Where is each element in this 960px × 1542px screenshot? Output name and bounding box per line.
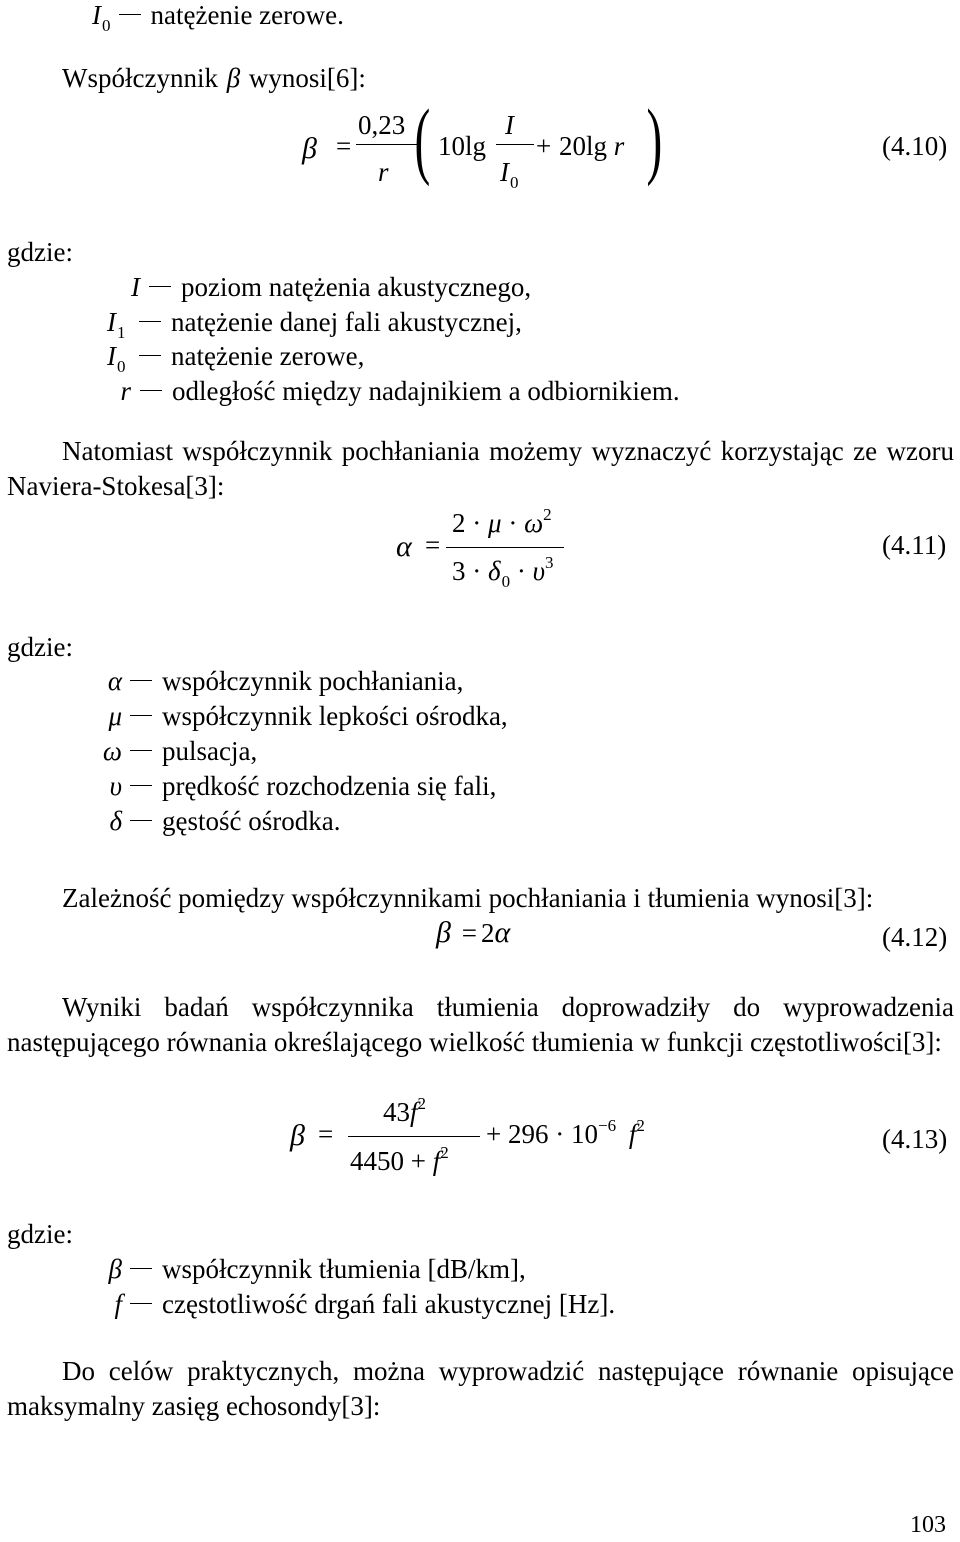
eq-equals: = [336, 131, 352, 161]
where-label-3: gdzie: [7, 1219, 73, 1249]
item-symbol: ω [102, 736, 122, 766]
item-sub: 0 [117, 357, 126, 376]
dash [119, 14, 141, 15]
item-text: gęstość ośrodka. [162, 806, 341, 836]
item-symbol: I [107, 307, 116, 337]
dash [130, 680, 152, 681]
den-sup: 3 [544, 553, 554, 572]
eq-number: (4.10) [882, 131, 948, 161]
num-sup: 2 [417, 1094, 427, 1113]
term2-text: 20lg [559, 131, 608, 161]
num-var: f [410, 1097, 418, 1127]
list-item [100, 701, 508, 732]
frac2-den-sub: 0 [510, 173, 519, 192]
item-symbol: υ [109, 771, 122, 801]
frac2-den [500, 157, 519, 192]
item-symbol: I [107, 341, 116, 371]
dot: · [472, 556, 482, 586]
list-item [100, 307, 522, 342]
item-symbol: β [108, 1254, 122, 1284]
top-definition-line [92, 0, 344, 35]
dash [140, 390, 162, 391]
paragraph-text: Wyniki badań współczynnika tłumienia doprowadziły do wyprowadzenia następującego równania określającego wielkość tłumienia w funkcji częstotliwości[3]: [7, 992, 954, 1057]
den-var: f [432, 1146, 441, 1176]
right-paren: ) [646, 91, 663, 187]
item-symbol: α [107, 666, 122, 696]
dot: · [508, 508, 518, 538]
term2 [559, 131, 624, 162]
item-text: poziom natężenia akustycznego, [181, 272, 532, 302]
dash [130, 750, 152, 751]
dash [130, 785, 152, 786]
item-symbol: μ [108, 701, 122, 731]
num-coef: 43 [383, 1097, 410, 1127]
eq-lhs: α [396, 530, 412, 563]
dash [139, 355, 161, 356]
dash [139, 321, 161, 322]
frac1-num: 0,23 [358, 110, 406, 140]
eq-equals: = [461, 918, 477, 948]
list-item [100, 272, 531, 303]
dash [130, 1268, 152, 1269]
item-symbol: I [131, 272, 140, 302]
list-item [92, 1289, 615, 1320]
subscript: 0 [102, 16, 111, 35]
list-item [100, 736, 257, 767]
list-item [100, 376, 680, 407]
item-text: częstotliwość drgań fali akustycznej [Hz]. [162, 1289, 616, 1319]
coef: 296 [507, 1119, 549, 1149]
list-item [100, 806, 340, 837]
eq-plus: + [486, 1119, 502, 1149]
item-text: odległość między nadajnikiem a odbiornikiem. [172, 376, 680, 406]
var-sup: 2 [636, 1116, 645, 1135]
numerator [383, 1094, 427, 1128]
eq-lhs: β [302, 132, 317, 165]
num-coef: 2 [452, 508, 466, 538]
item-text: pulsacja, [162, 736, 258, 766]
item-symbol: f [114, 1289, 122, 1319]
item-sub: 1 [117, 323, 126, 342]
num-mu: μ [488, 508, 502, 538]
fraction-line [348, 1136, 480, 1137]
frac2-den-var: I [500, 157, 509, 187]
eq-rest [486, 1116, 645, 1150]
eq-lhs: β [436, 916, 451, 949]
den-delta: δ [488, 556, 501, 586]
den-upsilon: υ [532, 556, 545, 586]
var: f [628, 1119, 637, 1149]
dash [130, 715, 152, 716]
num-sup: 2 [543, 505, 552, 524]
fraction-line [446, 547, 564, 548]
where-label-1: gdzie: [7, 237, 73, 267]
eq-lhs: β [290, 1119, 305, 1152]
paragraph-relation: Zależność pomiędzy współczynnikami pochłaniania i tłumienia wynosi[3]: [62, 883, 874, 913]
eq-body [436, 916, 510, 951]
item-symbol: δ [109, 806, 122, 836]
eq-plus: + [536, 131, 552, 161]
den-coef: 4450 [350, 1146, 404, 1176]
paragraph-text: Natomiast współczynnik pochłaniania możemy wyznaczyć korzystając ze wzoru Naviera-Stokesa[3]: [7, 436, 954, 501]
intro-text-after: wynosi[6]: [248, 63, 366, 93]
eq-number: (4.13) [882, 1124, 948, 1154]
definition: natężenie zerowe. [150, 0, 344, 30]
list-item [100, 341, 365, 376]
dot: · [555, 1119, 565, 1149]
denominator [452, 553, 554, 591]
eq-number: (4.12) [882, 922, 948, 952]
frac2-num: I [505, 110, 514, 140]
list-item [100, 771, 496, 802]
paragraph-navier [7, 434, 954, 504]
where-label-2: gdzie: [7, 632, 73, 662]
numerator [452, 505, 552, 539]
frac2-line [496, 144, 534, 145]
den-sub: 0 [501, 572, 511, 591]
beta-symbol: β [226, 63, 241, 93]
frac1-line [356, 144, 418, 145]
paragraph-practical [7, 1354, 954, 1424]
intro-text: Współczynnik [62, 63, 218, 93]
eq-equals: = [425, 530, 441, 560]
den-sup: 2 [440, 1143, 449, 1162]
pow-base: 10 [570, 1119, 598, 1149]
eq-number: (4.11) [882, 530, 947, 560]
term1: 10lg [438, 131, 487, 161]
den-plus: + [410, 1146, 426, 1176]
eq-equals: = [318, 1119, 334, 1149]
dash [149, 286, 171, 287]
item-text: natężenie zerowe, [171, 341, 365, 371]
left-paren: ( [414, 91, 431, 187]
rhs-var: α [494, 916, 511, 949]
page-number: 103 [910, 1512, 946, 1538]
term2-var: r [613, 131, 625, 161]
dash [130, 820, 152, 821]
paragraph-results [7, 990, 954, 1060]
beta-intro [62, 63, 366, 94]
item-text: prędkość rozchodzenia się fali, [162, 771, 497, 801]
item-text: współczynnik lepkości ośrodka, [162, 701, 508, 731]
item-text: natężenie danej fali akustycznej, [171, 307, 522, 337]
item-text: współczynnik pochłaniania, [162, 666, 464, 696]
item-text: współczynnik tłumienia [dB/km], [162, 1254, 526, 1284]
dot: · [472, 508, 482, 538]
pow-exp: −6 [597, 1116, 617, 1135]
dot: · [516, 556, 526, 586]
list-item [92, 1254, 526, 1285]
list-item [100, 666, 463, 697]
dash [130, 1303, 152, 1304]
frac1-den: r [378, 157, 389, 187]
den-coef: 3 [452, 556, 466, 586]
num-omega: ω [524, 508, 544, 538]
paragraph-text: Do celów praktycznych, można wyprowadzić następujące równanie opisujące maksymalny zasięg echosondy[3]: [7, 1356, 954, 1421]
denominator [350, 1143, 449, 1177]
symbol: I [92, 0, 101, 30]
item-symbol: r [120, 376, 131, 406]
rhs-coef: 2 [480, 918, 495, 948]
